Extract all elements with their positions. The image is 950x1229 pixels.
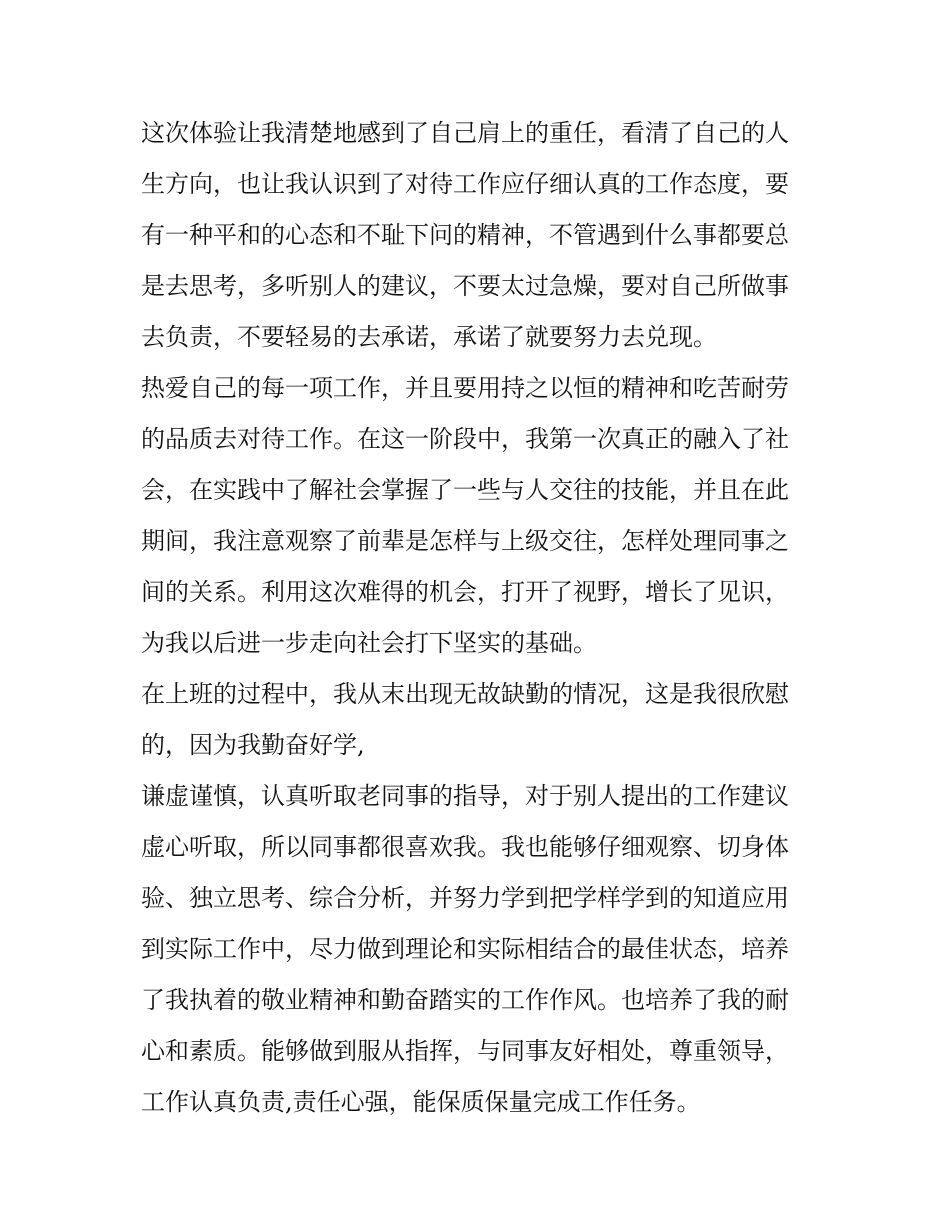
text-line: 热爱自己的每一项工作，并且要用持之以恒的精神和吃苦耐劳	[141, 374, 789, 402]
text-line: 心和素质。能够做到服从指挥，与同事友好相处，尊重领导，	[141, 1037, 789, 1065]
text-line: 去负责，不要轻易的去承诺，承诺了就要努力去兑现。	[141, 323, 717, 351]
text-line: 虚心听取，所以同事都很喜欢我。我也能够仔细观察、切身体	[141, 833, 789, 861]
text-line: 验、独立思考、综合分析，并努力学到把学样学到的知道应用	[141, 884, 789, 912]
text-line: 工作认真负责,责任心强，能保质保量完成工作任务。	[141, 1088, 701, 1116]
text-line: 谦虚谨慎，认真听取老同事的指导，对于别人提出的工作建议	[141, 782, 789, 810]
text-line: 的，因为我勤奋好学,	[141, 731, 365, 759]
text-line: 间的关系。利用这次难得的机会，打开了视野，增长了见识，	[141, 578, 789, 606]
text-line: 的品质去对待工作。在这一阶段中，我第一次真正的融入了社	[141, 425, 789, 453]
text-line: 是去思考，多听别人的建议，不要太过急燥，要对自己所做事	[141, 272, 789, 300]
text-line: 会，在实践中了解社会掌握了一些与人交往的技能，并且在此	[141, 476, 789, 504]
text-line: 在上班的过程中，我从末出现无故缺勤的情况，这是我很欣慰	[141, 680, 789, 708]
text-line: 生方向，也让我认识到了对待工作应仔细认真的工作态度，要	[141, 170, 789, 198]
text-line: 有一种平和的心态和不耻下问的精神，不管遇到什么事都要总	[141, 221, 789, 249]
text-line: 为我以后进一步走向社会打下坚实的基础。	[141, 629, 597, 657]
text-line: 了我执着的敬业精神和勤奋踏实的工作作风。也培养了我的耐	[141, 986, 789, 1014]
text-line: 期间，我注意观察了前辈是怎样与上级交往，怎样处理同事之	[141, 527, 789, 555]
body-text	[141, 108, 821, 1128]
text-line: 到实际工作中，尽力做到理论和实际相结合的最佳状态，培养	[141, 935, 789, 963]
text-line: 这次体验让我清楚地感到了自己肩上的重任，看清了自己的人	[141, 119, 789, 147]
